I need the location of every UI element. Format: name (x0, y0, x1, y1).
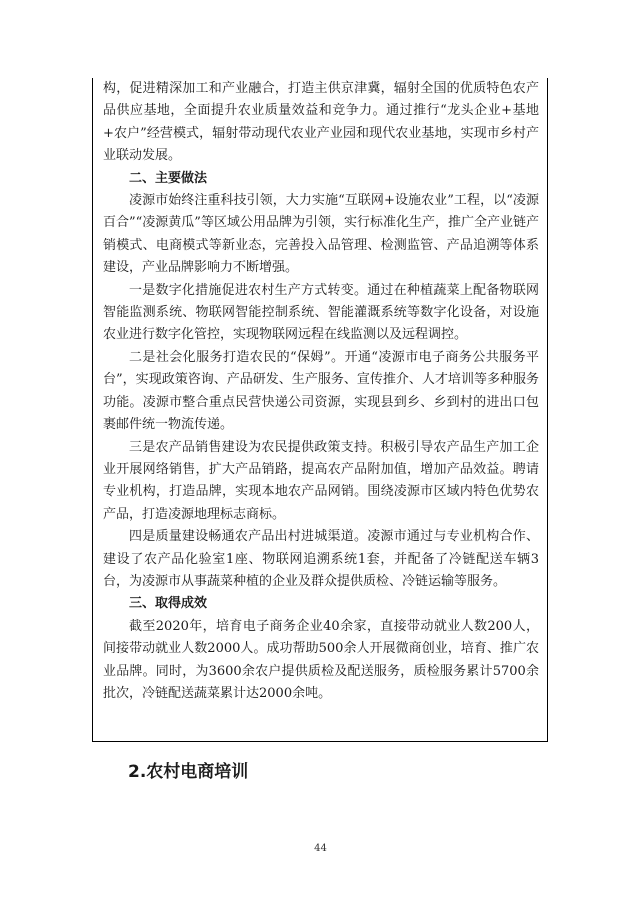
page-number: 44 (314, 843, 327, 854)
paragraph-overview: 凌源市始终注重科技引领，大力实施“互联网+设施农业”工程，以“凌源百合”“凌源黄瓜”等区域公用品牌为引领，实行标准化生产，推广全产业链产销模式、电商模式等新业态，完善投入品管理、检测监管、产品追溯等体系建设，产业品牌影响力不断增强。 (103, 193, 539, 276)
heading-main-practices: 二、主要做法 (129, 170, 208, 186)
paragraph-social-service: 二是社会化服务打造农民的“保姆”。开通“凌源市电子商务公共服务平台”，实现政策咨询、产品研发、生产服务、宣传推介、人才培训等多种服务功能。凌源市整合重点民营快递公司资源，实现县到乡、乡到村的进出口包裹邮件统一物流传递。 (103, 349, 539, 433)
paragraph-quality: 四是质量建设畅通农产品出村进城渠道。凌源市通过与专业机构合作、建设了农产品化验室1座、物联网追溯系统1套，并配备了冷链配送车辆3台，为凌源市从事蔬菜种植的企业及群众提供质检、冷链运输等服务。 (103, 529, 539, 589)
paragraph-sales: 三是农产品销售建设为农民提供政策支持。积极引导农产品生产加工企业开展网络销售，扩大产品销路，提高农产品附加值，增加产品效益。聘请专业机构，打造品牌，实现本地农产品网销。围绕凌源市区域内特色优势农产品，打造凌源地理标志商标。 (103, 439, 539, 522)
heading-results: 三、取得成效 (129, 596, 208, 612)
paragraph-results: 截至2020年，培育电子商务企业40余家，直接带动就业人数200人，间接带动就业人数2000人。成功帮助500余人开展微商创业，培育、推广农业品牌。同时，为3600余农户提供质检及配送服务，质检服务累计5700余批次，冷链配送蔬菜累计达2000余吨。 (103, 618, 539, 701)
box-content (103, 78, 539, 705)
paragraph-intro: 构，促进精深加工和产业融合，打造主供京津冀，辐射全国的优质特色农产品供应基地，全面提升农业质量效益和竞争力。通过推行“龙头企业+基地+农户”经营模式，辐射带动现代农业产业园和现代农业基地，实现市乡村产业联动发展。 (103, 81, 539, 164)
paragraph-digital: 一是数字化措施促进农村生产方式转变。通过在种植蔬菜上配备物联网智能监测系统、物联网智能控制系统、智能灌溉系统等数字化设备，对设施农业进行数字化管控，实现物联网远程在线监测以及远程调控。 (103, 282, 539, 343)
section-title: 2.农村电商培训 (128, 762, 249, 782)
